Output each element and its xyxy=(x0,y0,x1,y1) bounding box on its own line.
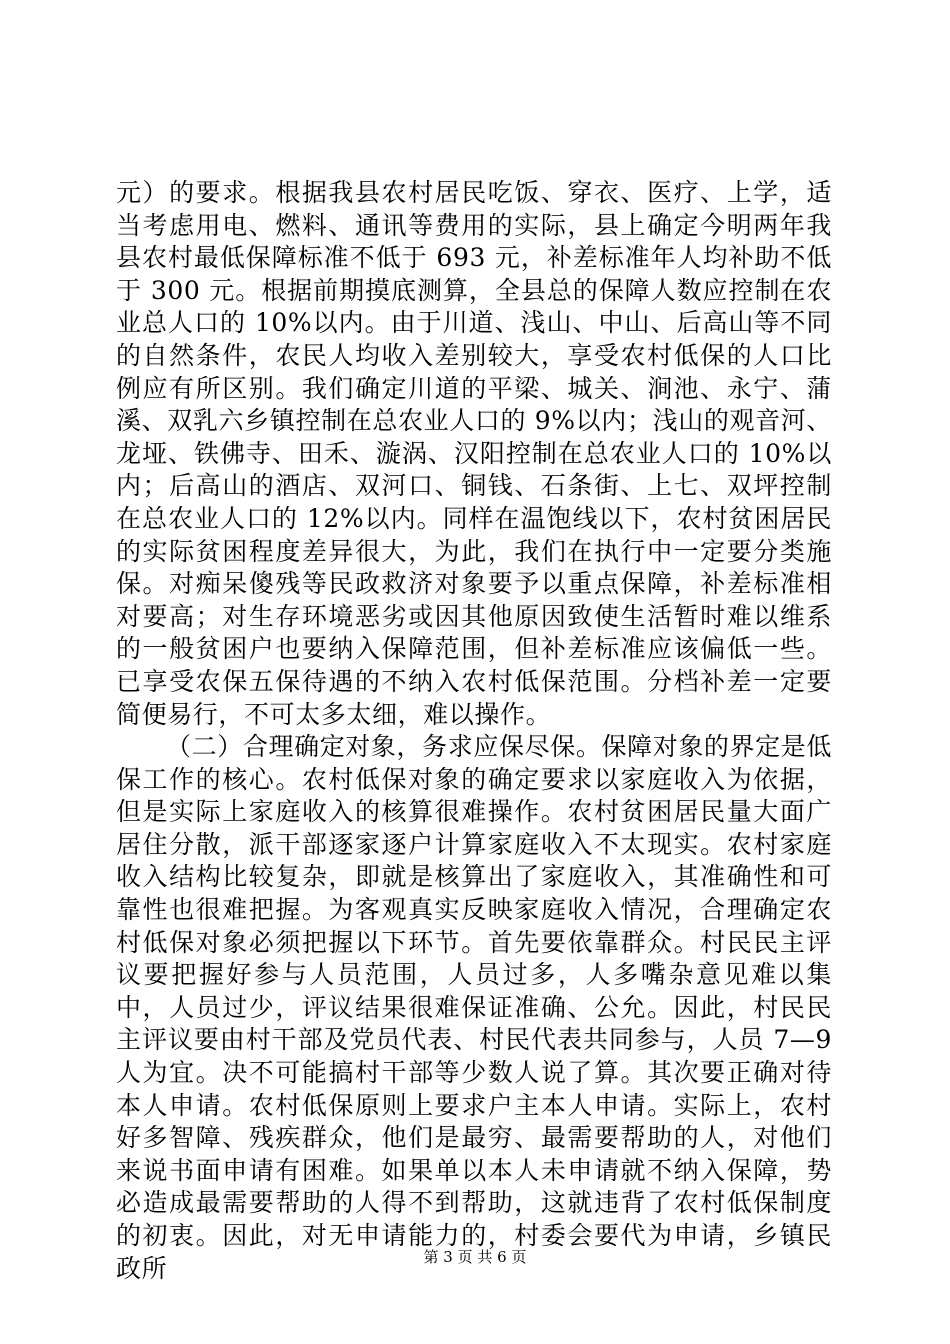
paragraph-determine-recipients: （二）合理确定对象，务求应保尽保。保障对象的界定是低保工作的核心。农村低保对象的确定要求以家庭收入为依据，但是实际上家庭收入的核算很难操作。农村贫困居民量大面广居住分散，派干部逐家逐户计算家庭收入不太现实。农村家庭收入结构比较复杂，即就是核算出了家庭收入，其准确性和可靠性也很难把握。为客观真实反映家庭收入情况，合理确定农村低保对象必须把握以下环节。首先要依靠群众。村民民主评议要把握好参与人员范围，人员过多，人多嘴杂意见难以集中，人员过少，评议结果很难保证准确、公允。因此，村民民主评议要由村干部及党员代表、村民代表共同参与，人员 7—9 人为宜。决不可能搞村干部等少数人说了算。其次要正确对待本人申请。农村低保原则上要求户主本人申请。实际上，农村好多智障、残疾群众，他们是最穷、最需要帮助的人，对他们来说书面申请有困难。如果单以本人未申请就不纳入保障，势必造成最需要帮助的人得不到帮助，这就违背了农村低保制度的初衷。因此，对无申请能力的，村委会要代为申请，乡镇民政所 xyxy=(116,732,832,1283)
paragraph-low-income-standard: 元）的要求。根据我县农村居民吃饭、穿衣、医疗、上学，适当考虑用电、燃料、通讯等费用的实际，县上确定今明两年我县农村最低保障标准不低于 693 元，补差标准年人均补助不低于 300 元。根据前期摸底测算，全县总的保障人数应控制在农业总人口的 10%以内。由于川道、浅山、中山、后高山等不同的自然条件，农民人均收入差别较大，享受农村低保的人口比例应有所区别。我们确定川道的平梁、城关、涧池、永宁、蒲溪、双乳六乡镇控制在总农业人口的 9%以内；浅山的观音河、龙垭、铁佛寺、田禾、漩涡、汉阳控制在总农业人口的 10%以内；后高山的酒店、双河口、铜钱、石条街、上七、双坪控制在总农业人口的 12%以内。同样在温饱线以下，农村贫困居民的实际贫困程度差异很大，为此，我们在执行中一定要分类施保。对痴呆傻残等民政救济对象要予以重点保障，补差标准相对要高；对生存环境恶劣或因其他原因致使生活暂时难以维系的一般贫困户也要纳入保障范围，但补差标准应该偏低一些。已享受农保五保待遇的不纳入农村低保范围。分档补差一定要简便易行，不可太多太细，难以操作。 xyxy=(116,178,832,729)
page-number-footer: 第 3 页 共 6 页 xyxy=(423,1248,527,1266)
document-body xyxy=(116,177,832,1285)
